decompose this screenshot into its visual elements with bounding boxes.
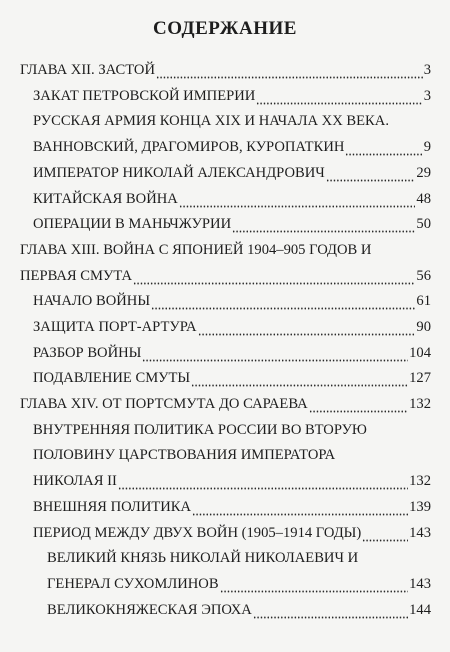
toc-page-number: 127 — [409, 370, 431, 387]
toc-page-number: 3 — [423, 87, 431, 104]
dot-leader — [151, 289, 415, 315]
dot-leader — [232, 212, 415, 238]
toc-entry-line — [47, 572, 431, 598]
toc-entry[interactable] — [33, 495, 431, 521]
toc-entry[interactable] — [33, 161, 431, 187]
dot-leader — [142, 341, 408, 367]
toc-entry-line — [20, 58, 431, 84]
toc-entry[interactable] — [33, 84, 431, 110]
toc-entry[interactable] — [33, 366, 431, 392]
toc-entry-line — [20, 238, 431, 264]
toc-entry[interactable] — [20, 58, 431, 84]
toc-entry-title: ВЕЛИКОКНЯЖЕСКАЯ ЭПОХА — [47, 601, 252, 618]
dot-leader — [192, 495, 408, 521]
toc-entry-title: НАЧАЛО ВОЙНЫ — [33, 293, 151, 310]
toc-entry-line — [33, 495, 431, 521]
toc-entry[interactable] — [33, 418, 431, 495]
dot-leader — [326, 161, 416, 187]
toc-entry-line — [33, 469, 431, 495]
toc-page-number: 50 — [416, 216, 431, 233]
toc-entry-line — [47, 546, 431, 572]
dot-leader — [309, 392, 408, 418]
toc-entry[interactable] — [33, 187, 431, 213]
dot-leader — [191, 366, 408, 392]
toc-entry-line — [47, 598, 431, 624]
toc-entry[interactable] — [33, 521, 431, 547]
toc-entry[interactable] — [33, 109, 431, 160]
toc-page-number: 48 — [416, 190, 431, 207]
toc-entry-line — [33, 212, 431, 238]
toc-page-number: 132 — [409, 473, 431, 490]
toc-entry-title: ГЛАВА XII. ЗАСТОЙ — [20, 62, 155, 78]
toc-entry-line — [33, 161, 431, 187]
toc-entry-title: ОПЕРАЦИИ В МАНЬЧЖУРИИ — [33, 216, 232, 233]
toc-entry-title: ЗАЩИТА ПОРТ-АРТУРА — [33, 319, 197, 335]
toc-page-number: 29 — [416, 164, 431, 181]
toc-page-number: 56 — [416, 267, 431, 284]
toc-entry[interactable] — [47, 598, 431, 624]
toc-entry-line — [33, 84, 431, 110]
toc-entry-title: РУССКАЯ АРМИЯ КОНЦА XIX И НАЧАЛА XX ВЕКА. — [33, 113, 389, 130]
toc-entry[interactable] — [33, 289, 431, 315]
toc-entry-line — [33, 135, 431, 161]
toc-page-number: 139 — [409, 498, 431, 515]
toc-entry-line — [33, 289, 431, 315]
toc-entry-line — [33, 366, 431, 392]
toc-entry[interactable] — [20, 392, 431, 418]
toc-entry-line — [33, 187, 431, 213]
toc-entry-title: ГЛАВА XIII. ВОЙНА С ЯПОНИЕЙ 1904–905 ГОДОВ И — [20, 241, 372, 258]
toc-page-number: 90 — [416, 319, 431, 335]
toc-page-number: 144 — [409, 601, 431, 618]
toc-page-number: 3 — [423, 62, 431, 78]
toc-entry-line — [20, 264, 431, 290]
dot-leader — [256, 84, 422, 110]
toc-entry-title: ГЛАВА XIV. ОТ ПОРТСМУТА ДО САРАЕВА — [20, 396, 308, 413]
dot-leader — [118, 469, 408, 495]
toc-entry-title: ПОДАВЛЕНИЕ СМУТЫ — [33, 370, 191, 387]
toc-entry[interactable] — [33, 341, 431, 367]
toc-entry-title: ПЕРИОД МЕЖДУ ДВУХ ВОЙН (1905–1914 ГОДЫ) — [33, 524, 362, 541]
toc-entry-title: НИКОЛАЯ II — [33, 473, 117, 490]
toc-entry-title: ГЕНЕРАЛ СУХОМЛИНОВ — [47, 575, 219, 592]
dot-leader — [220, 572, 409, 598]
toc-entry[interactable] — [47, 546, 431, 597]
dot-leader — [133, 264, 415, 290]
toc-entry-line — [33, 443, 431, 469]
toc-entry-title: ЗАКАТ ПЕТРОВСКОЙ ИМПЕРИИ — [33, 87, 256, 104]
dot-leader — [345, 135, 422, 161]
dot-leader — [253, 598, 408, 624]
toc-entry-title: ВЕЛИКИЙ КНЯЗЬ НИКОЛАЙ НИКОЛАЕВИЧ И — [47, 550, 359, 567]
toc-entry-line — [33, 418, 431, 444]
toc-page-number: 9 — [423, 139, 431, 156]
toc-entry[interactable] — [33, 212, 431, 238]
toc-entry-title: ВНЕШНЯЯ ПОЛИТИКА — [33, 498, 192, 515]
page-title: СОДЕРЖАНИЕ — [153, 18, 297, 39]
toc-entry-title: ВАННОВСКИЙ, ДРАГОМИРОВ, КУРОПАТКИН — [33, 139, 345, 156]
toc-entry-title: ПОЛОВИНУ ЦАРСТВОВАНИЯ ИМПЕРАТОРА — [33, 447, 336, 464]
toc-entry-line — [20, 392, 431, 418]
toc-entry-line — [33, 521, 431, 547]
dot-leader — [179, 187, 416, 213]
toc-entry-title: ИМПЕРАТОР НИКОЛАЙ АЛЕКСАНДРОВИЧ — [33, 164, 325, 181]
toc-entry-line — [33, 341, 431, 367]
toc-entry[interactable] — [33, 315, 431, 341]
toc-entry-title: ПЕРВАЯ СМУТА — [20, 267, 133, 284]
dot-leader — [156, 58, 423, 84]
toc-page-number: 61 — [416, 293, 431, 310]
toc-entry-line — [33, 109, 431, 135]
dot-leader — [198, 315, 416, 341]
toc-page-number: 143 — [409, 524, 431, 541]
toc-entry-line — [33, 315, 431, 341]
dot-leader — [362, 521, 408, 547]
toc-page-number: 143 — [409, 575, 431, 592]
toc-entry[interactable] — [20, 238, 431, 289]
toc-page-number: 104 — [409, 344, 431, 361]
toc-entry-title: ВНУТРЕННЯЯ ПОЛИТИКА РОССИИ ВО ВТОРУЮ — [33, 421, 367, 438]
toc-page-number: 132 — [409, 396, 431, 413]
toc-entry-title: РАЗБОР ВОЙНЫ — [33, 344, 142, 361]
toc-entry-title: КИТАЙСКАЯ ВОЙНА — [33, 190, 178, 207]
